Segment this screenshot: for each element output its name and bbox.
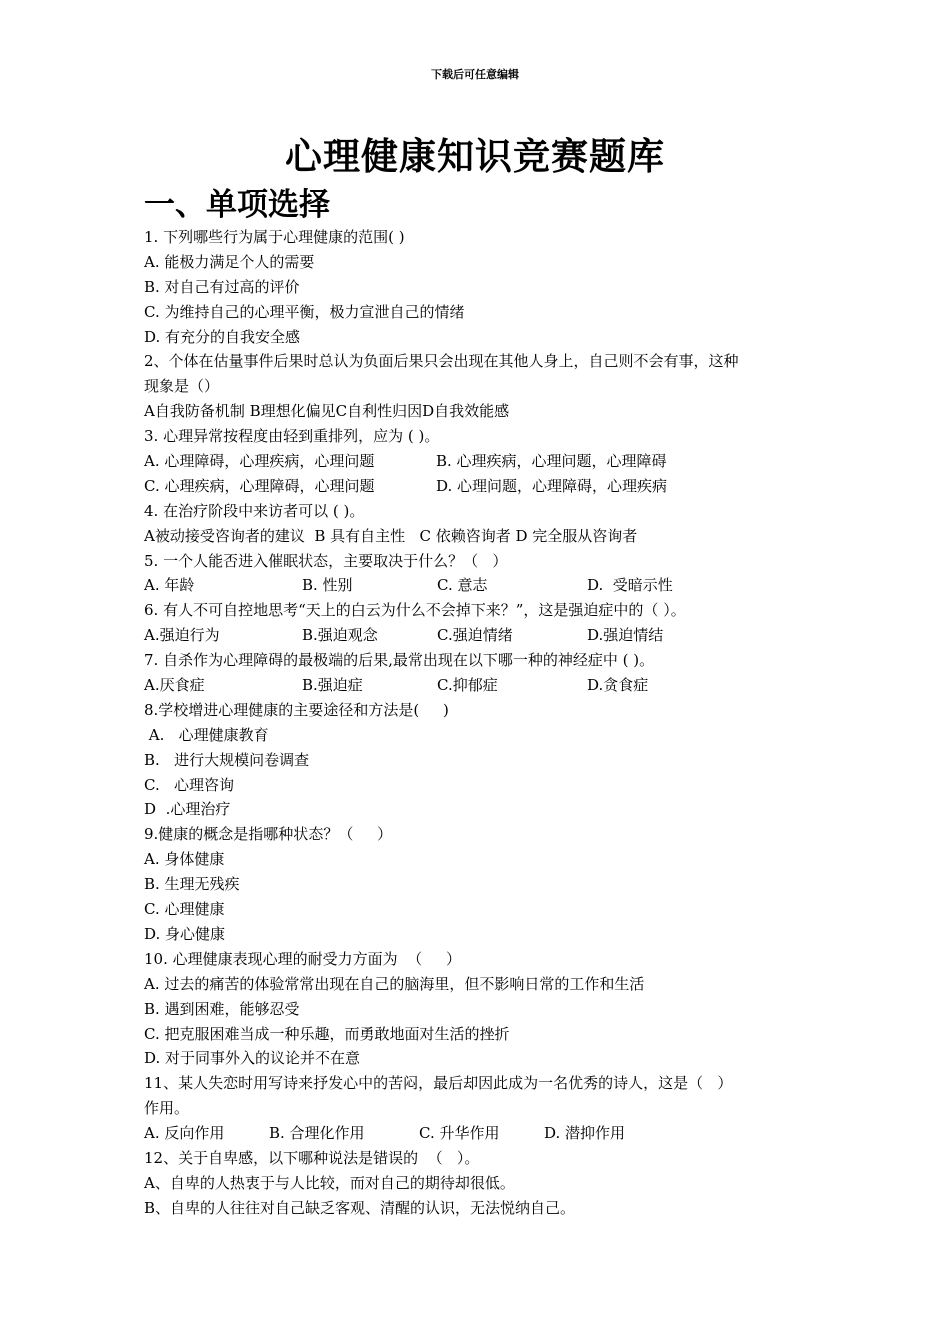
q2-stem: 2、个体在估量事件后果时总认为负面后果只会出现在其他人身上，自己则不会有事，这种 bbox=[144, 352, 739, 371]
q5-option-d: D. 受暗示性 bbox=[587, 576, 673, 595]
q5-stem: 5. 一个人能否进入催眠状态，主要取决于什么？（ ） bbox=[144, 551, 508, 570]
q11-option-b: B. 合理化作用 bbox=[269, 1124, 365, 1143]
q8-option-d: D .心理治疗 bbox=[144, 800, 231, 819]
q9-option-b: B. 生理无残疾 bbox=[144, 875, 240, 894]
q5-option-b: B. 性别 bbox=[302, 576, 353, 595]
q9-option-c: C. 心理健康 bbox=[144, 900, 225, 919]
q5-option-c: C. 意志 bbox=[437, 576, 488, 595]
q6-options-row bbox=[144, 623, 814, 648]
q12-option-a: A、自卑的人热衷于与人比较，而对自己的期待却很低。 bbox=[144, 1173, 515, 1192]
q2-options: A自我防备机制 B理想化偏见C自利性归因D自我效能感 bbox=[144, 402, 510, 421]
q11-options-row bbox=[144, 1121, 814, 1146]
q11-stem: 11、某人失恋时用写诗来抒发心中的苦闷，最后却因此成为一名优秀的诗人，这是（ ） bbox=[144, 1074, 733, 1093]
page-title: 心理健康知识竞赛题库 bbox=[285, 134, 665, 178]
q10-option-d: D. 对于同事外入的议论并不在意 bbox=[144, 1049, 361, 1068]
section-heading: 一、单项选择 bbox=[144, 187, 330, 223]
q7-option-c: C.抑郁症 bbox=[437, 676, 498, 695]
q3-option-b: B. 心理疾病，心理问题，心理障碍 bbox=[436, 452, 667, 471]
q3-stem: 3. 心理异常按程度由轻到重排列，应为 ( )。 bbox=[144, 427, 440, 446]
q3-option-a: A. 心理障碍，心理疾病，心理问题 bbox=[144, 452, 375, 471]
q6-option-b: B.强迫观念 bbox=[302, 626, 378, 645]
q7-option-b: B.强迫症 bbox=[302, 676, 363, 695]
q6-option-c: C.强迫情绪 bbox=[437, 626, 513, 645]
q3-options-row-1 bbox=[144, 449, 814, 474]
q7-stem: 7. 自杀作为心理障碍的最极端的后果,最常出现在以下哪一种的神经症中 ( )。 bbox=[144, 651, 655, 670]
q12-stem: 12、关于自卑感，以下哪种说法是错误的 （ ）。 bbox=[144, 1148, 480, 1167]
q10-option-c: C. 把克服困难当成一种乐趣，而勇敢地面对生活的挫折 bbox=[144, 1024, 510, 1043]
q10-stem: 10. 心理健康表现心理的耐受力方面为 （ ） bbox=[144, 949, 462, 968]
q11-option-a: A. 反向作用 bbox=[144, 1124, 225, 1143]
q10-option-a: A. 过去的痛苦的体验常常出现在自己的脑海里，但不影响日常的工作和生活 bbox=[144, 974, 645, 993]
q9-stem: 9.健康的概念是指哪种状态？（ ） bbox=[144, 825, 393, 844]
q5-options-row bbox=[144, 573, 814, 598]
q12-option-b: B、自卑的人往往对自己缺乏客观、清醒的认识，无法悦纳自己。 bbox=[144, 1198, 576, 1217]
q8-option-b: B. 进行大规模问卷调查 bbox=[144, 750, 310, 769]
q10-option-b: B. 遇到困难，能够忍受 bbox=[144, 999, 300, 1018]
q7-option-a: A.厌食症 bbox=[144, 676, 205, 695]
q2-stem-cont: 现象是（） bbox=[144, 377, 220, 396]
q7-options-row bbox=[144, 673, 814, 698]
q5-option-a: A. 年龄 bbox=[144, 576, 195, 595]
q9-option-d: D. 身心健康 bbox=[144, 924, 226, 943]
q11-option-d: D. 潜抑作用 bbox=[544, 1124, 626, 1143]
q3-options-row-2 bbox=[144, 474, 814, 499]
q6-stem: 6. 有人不可自控地思考“天上的白云为什么不会掉下来？”，这是强迫症中的（ ）。 bbox=[144, 601, 686, 620]
q4-options: A被动接受咨询者的建议 B 具有自主性 C 依赖咨询者 D 完全服从咨询者 bbox=[144, 526, 638, 545]
q1-stem: 1. 下列哪些行为属于心理健康的范围( ) bbox=[144, 228, 405, 246]
q1-option-d: D. 有充分的自我安全感 bbox=[144, 327, 301, 346]
q8-stem: 8.学校增进心理健康的主要途径和方法是( ) bbox=[144, 700, 449, 719]
q3-option-d: D. 心理问题，心理障碍，心理疾病 bbox=[436, 476, 668, 495]
q9-option-a: A. 身体健康 bbox=[144, 850, 225, 869]
q1-option-c: C. 为维持自己的心理平衡，极力宣泄自己的情绪 bbox=[144, 302, 465, 321]
q8-option-c: C. 心理咨询 bbox=[144, 775, 235, 794]
q1-option-a: A. 能极力满足个人的需要 bbox=[144, 252, 315, 271]
q1-option-b: B. 对自己有过高的评价 bbox=[144, 277, 300, 296]
question-list bbox=[144, 225, 814, 1221]
q8-option-a: A. 心理健康教育 bbox=[144, 725, 269, 744]
q6-option-a: A.强迫行为 bbox=[144, 626, 220, 645]
q4-stem: 4. 在治疗阶段中来访者可以 ( )。 bbox=[144, 501, 365, 520]
download-note: 下载后可任意编辑 bbox=[431, 68, 519, 81]
q7-option-d: D.贪食症 bbox=[587, 676, 649, 695]
q11-stem-cont: 作用。 bbox=[144, 1099, 190, 1118]
q6-option-d: D.强迫情结 bbox=[587, 626, 664, 645]
q3-option-c: C. 心理疾病，心理障碍，心理问题 bbox=[144, 476, 375, 495]
q11-option-c: C. 升华作用 bbox=[419, 1124, 500, 1143]
